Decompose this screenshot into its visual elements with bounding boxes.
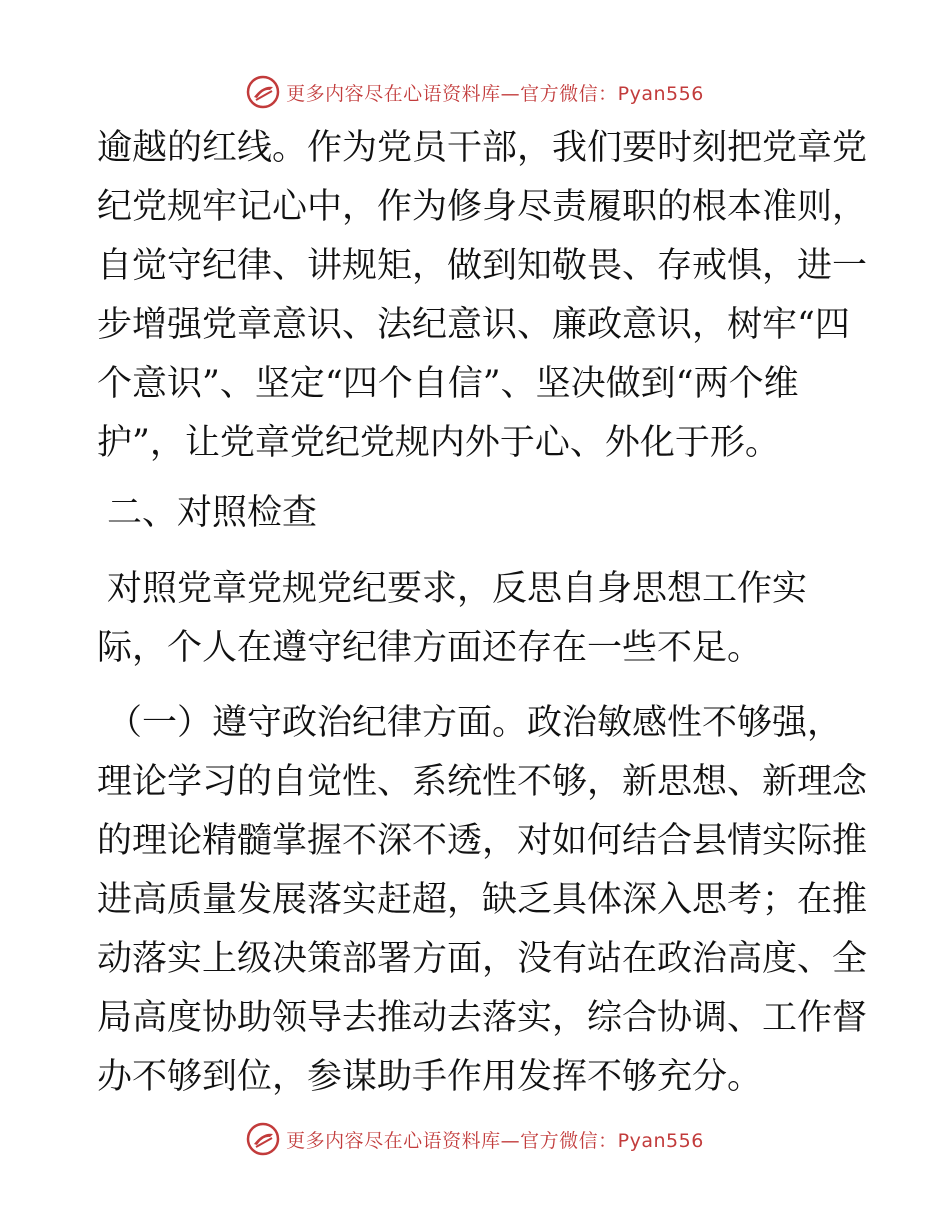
text-line: 对照党章党规党纪要求，反思自身思想工作实 xyxy=(107,569,808,609)
text-line: 逾越的红线。作为党员干部，我们要时刻把党章党 xyxy=(97,128,868,168)
book-logo-icon xyxy=(246,1122,280,1156)
text-line: 理论学习的自觉性、系统性不够，新思想、新理念 xyxy=(97,762,868,802)
text-line: 纪党规牢记心中，作为修身尽责履职的根本准则， xyxy=(97,187,868,227)
text-line: 办不够到位，参谋助手作用发挥不够充分。 xyxy=(97,1057,763,1097)
watermark-text: 更多内容尽在心语资料库—官方微信：Pyan556 xyxy=(286,1129,704,1152)
text-line: （一）遵守政治纪律方面。政治敏感性不够强， xyxy=(107,703,843,743)
text-line: 的理论精髓掌握不深不透，对如何结合县情实际推 xyxy=(97,821,868,861)
text-line: 动落实上级决策部署方面，没有站在政治高度、全 xyxy=(97,939,868,979)
text-line: 护”，让党章党纪党规内外于心、外化于形。 xyxy=(97,423,780,463)
watermark-text: 更多内容尽在心语资料库—官方微信：Pyan556 xyxy=(286,82,704,105)
watermark-footer xyxy=(0,1119,950,1159)
section-heading: 二、对照检查 xyxy=(107,493,318,533)
text-line: 步增强党章意识、法纪意识、廉政意识，树牢“四 xyxy=(97,305,850,345)
text-line: 个意识”、坚定“四个自信”、坚决做到“两个维 xyxy=(97,364,799,404)
book-logo-icon xyxy=(246,75,280,109)
text-line: 进高质量发展落实赶超，缺乏具体深入思考；在推 xyxy=(97,880,868,920)
watermark-header xyxy=(0,72,950,112)
text-line: 际，个人在遵守纪律方面还存在一些不足。 xyxy=(97,628,763,668)
text-line: 自觉守纪律、讲规矩，做到知敬畏、存戒惧，进一 xyxy=(97,246,868,286)
text-line: 局高度协助领导去推动去落实，综合协调、工作督 xyxy=(97,998,868,1038)
